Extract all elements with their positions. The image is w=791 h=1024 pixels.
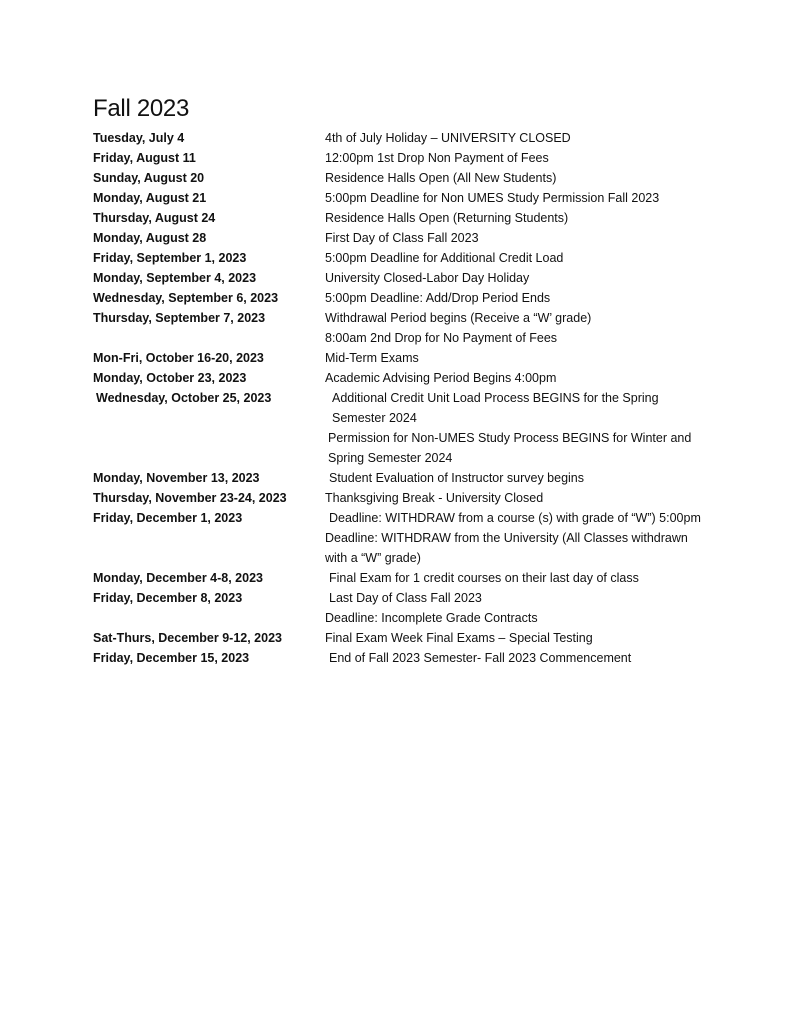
schedule-event: 5:00pm Deadline: Add/Drop Period Ends — [325, 291, 551, 305]
schedule-row — [93, 588, 713, 628]
schedule-events — [325, 228, 713, 248]
schedule-row — [93, 568, 713, 588]
schedule-row — [93, 248, 713, 268]
schedule-events — [325, 468, 713, 488]
schedule-event: First Day of Class Fall 2023 — [325, 231, 479, 245]
schedule-events — [325, 508, 713, 568]
schedule-event: Student Evaluation of Instructor survey begins — [329, 471, 585, 485]
schedule-date: Friday, December 1, 2023 — [93, 511, 243, 525]
schedule-events — [325, 288, 713, 308]
schedule-date: Thursday, November 23-24, 2023 — [93, 491, 287, 505]
schedule-event: Permission for Non-UMES Study Process BEGINS for Winter and Spring Semester 2024 — [328, 431, 692, 465]
schedule-date: Friday, September 1, 2023 — [93, 251, 247, 265]
schedule-date: Thursday, September 7, 2023 — [93, 311, 266, 325]
schedule-events — [328, 388, 713, 468]
schedule-event: 5:00pm Deadline for Non UMES Study Permission Fall 2023 — [325, 191, 660, 205]
schedule-events — [325, 308, 713, 348]
schedule-row — [93, 228, 713, 248]
schedule-row — [93, 128, 713, 148]
schedule-row — [93, 268, 713, 288]
schedule-events — [325, 128, 713, 148]
schedule-date: Monday, August 28 — [93, 231, 207, 245]
schedule-row — [93, 488, 713, 508]
schedule-event: Additional Credit Unit Load Process BEGINS for the Spring Semester 2024 — [332, 391, 659, 425]
schedule-date: Wednesday, October 25, 2023 — [96, 391, 272, 405]
schedule-row — [93, 368, 713, 388]
schedule-event: Deadline: Incomplete Grade Contracts — [325, 611, 538, 625]
schedule-events — [325, 648, 713, 668]
page-title: Fall 2023 — [93, 95, 190, 122]
schedule-row — [93, 208, 713, 228]
schedule-event: Residence Halls Open (Returning Students) — [325, 211, 569, 225]
schedule-event: 4th of July Holiday – UNIVERSITY CLOSED — [325, 131, 571, 145]
schedule-events — [325, 628, 713, 648]
schedule-row — [93, 628, 713, 648]
schedule-row — [93, 648, 713, 668]
schedule-event: End of Fall 2023 Semester- Fall 2023 Commencement — [329, 651, 632, 665]
schedule-event: Residence Halls Open (All New Students) — [325, 171, 557, 185]
schedule-event: Withdrawal Period begins (Receive a “W’ grade) — [325, 311, 592, 325]
schedule-row — [93, 288, 713, 308]
schedule-list — [93, 128, 713, 668]
schedule-date: Wednesday, September 6, 2023 — [93, 291, 279, 305]
schedule-events — [325, 568, 713, 588]
schedule-date: Monday, December 4-8, 2023 — [93, 571, 263, 585]
schedule-event: Deadline: WITHDRAW from the University (All Classes withdrawn with a “W” grade) — [325, 531, 688, 565]
schedule-row — [93, 148, 713, 168]
schedule-events — [325, 268, 713, 288]
schedule-row — [93, 388, 713, 468]
schedule-events — [325, 348, 713, 368]
schedule-event: Final Exam for 1 credit courses on their last day of class — [329, 571, 639, 585]
schedule-event: Mid-Term Exams — [325, 351, 419, 365]
schedule-event: University Closed-Labor Day Holiday — [325, 271, 530, 285]
schedule-events — [325, 248, 713, 268]
schedule-row — [93, 348, 713, 368]
schedule-date: Friday, December 8, 2023 — [93, 591, 243, 605]
schedule-events — [325, 148, 713, 168]
schedule-date: Monday, September 4, 2023 — [93, 271, 257, 285]
schedule-event: 8:00am 2nd Drop for No Payment of Fees — [325, 331, 558, 345]
schedule-row — [93, 508, 713, 568]
schedule-date: Thursday, August 24 — [93, 211, 216, 225]
schedule-date: Sat-Thurs, December 9-12, 2023 — [93, 631, 282, 645]
schedule-events — [325, 168, 713, 188]
schedule-event: Thanksgiving Break - University Closed — [325, 491, 544, 505]
schedule-date: Monday, October 23, 2023 — [93, 371, 247, 385]
schedule-events — [325, 488, 713, 508]
schedule-event: 5:00pm Deadline for Additional Credit Load — [325, 251, 564, 265]
schedule-date: Tuesday, July 4 — [93, 131, 185, 145]
schedule-date: Friday, August 11 — [93, 151, 196, 165]
schedule-events — [325, 188, 713, 208]
schedule-row — [93, 168, 713, 188]
schedule-events — [325, 208, 713, 228]
schedule-date: Friday, December 15, 2023 — [93, 651, 250, 665]
schedule-date: Sunday, August 20 — [93, 171, 205, 185]
schedule-event: Final Exam Week Final Exams – Special Testing — [325, 631, 593, 645]
schedule-event: Academic Advising Period Begins 4:00pm — [325, 371, 557, 385]
schedule-date: Mon-Fri, October 16-20, 2023 — [93, 351, 264, 365]
schedule-row — [93, 468, 713, 488]
schedule-events — [325, 588, 713, 628]
schedule-date: Monday, August 21 — [93, 191, 207, 205]
schedule-row — [93, 188, 713, 208]
schedule-event: Deadline: WITHDRAW from a course (s) with grade of “W”) 5:00pm — [329, 511, 701, 525]
schedule-events — [325, 368, 713, 388]
schedule-date: Monday, November 13, 2023 — [93, 471, 260, 485]
schedule-event: Last Day of Class Fall 2023 — [329, 591, 482, 605]
schedule-event: 12:00pm 1st Drop Non Payment of Fees — [325, 151, 549, 165]
schedule-row — [93, 308, 713, 348]
